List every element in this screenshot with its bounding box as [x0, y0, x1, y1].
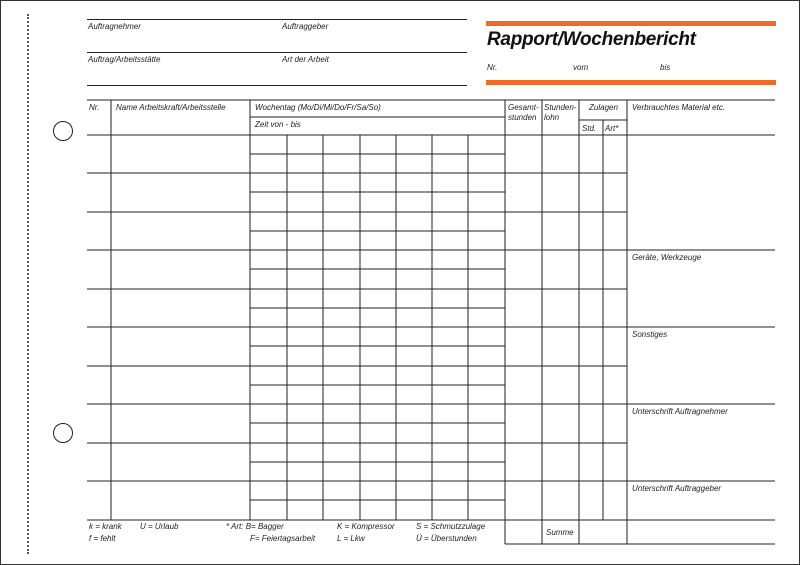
- legend-art-bagger: * Art: B= Bagger: [226, 522, 284, 531]
- col-nr-header: Nr.: [89, 103, 100, 112]
- col-material-header: Verbrauchtes Material etc.: [632, 103, 726, 112]
- vom-label: vom: [573, 63, 589, 72]
- legend-lkw: L = Lkw: [337, 534, 365, 543]
- col-art-header: Art*: [605, 124, 619, 133]
- auftrag-label: Auftrag/Arbeitsstätte: [88, 55, 161, 64]
- auftragnehmer-label: Auftragnehmer: [88, 22, 141, 31]
- col-lohn-header-1: Stunden-: [544, 103, 577, 112]
- bis-label: bis: [660, 63, 671, 72]
- legend-krank: k = krank: [89, 522, 122, 531]
- summe-label: Summe: [546, 528, 574, 537]
- col-zeit-header: Zeit von - bis: [255, 120, 301, 129]
- sonstiges-label: Sonstiges: [632, 330, 668, 339]
- legend-kompressor: K = Kompressor: [337, 522, 395, 531]
- art-der-arbeit-label: Art der Arbeit: [282, 55, 329, 64]
- col-gesamt-header-2: stunden: [508, 113, 537, 122]
- col-std-header: Std.: [582, 124, 597, 133]
- legend-fehlt: f = fehlt: [89, 534, 116, 543]
- col-gesamt-header-1: Gesamt-: [508, 103, 539, 112]
- col-zulagen-header: Zulagen: [589, 103, 618, 112]
- geraete-label: Geräte, Werkzeuge: [632, 253, 702, 262]
- form-title: Rapport/Wochenbericht: [487, 29, 696, 50]
- legend-urlaub: U = Urlaub: [140, 522, 179, 531]
- nr-label: Nr.: [487, 63, 498, 72]
- legend-schmutzzulage: S = Schmutzzulage: [416, 522, 486, 531]
- legend-art-feiertag: F= Feiertagsarbeit: [250, 534, 316, 543]
- unterschrift-auftragnehmer-label: Unterschrift Auftragnehmer: [632, 407, 728, 416]
- auftraggeber-label: Auftraggeber: [282, 22, 329, 31]
- legend-ueberstunden: Ü = Überstunden: [416, 534, 477, 543]
- col-name-header: Name Arbeitskraft/Arbeitsstelle: [116, 103, 226, 112]
- unterschrift-auftraggeber-label: Unterschrift Auftraggeber: [632, 484, 722, 493]
- col-lohn-header-2: lohn: [544, 113, 560, 122]
- col-wochentag-header: Wochentag (Mo/Di/Mi/Do/Fr/Sa/So): [255, 103, 381, 112]
